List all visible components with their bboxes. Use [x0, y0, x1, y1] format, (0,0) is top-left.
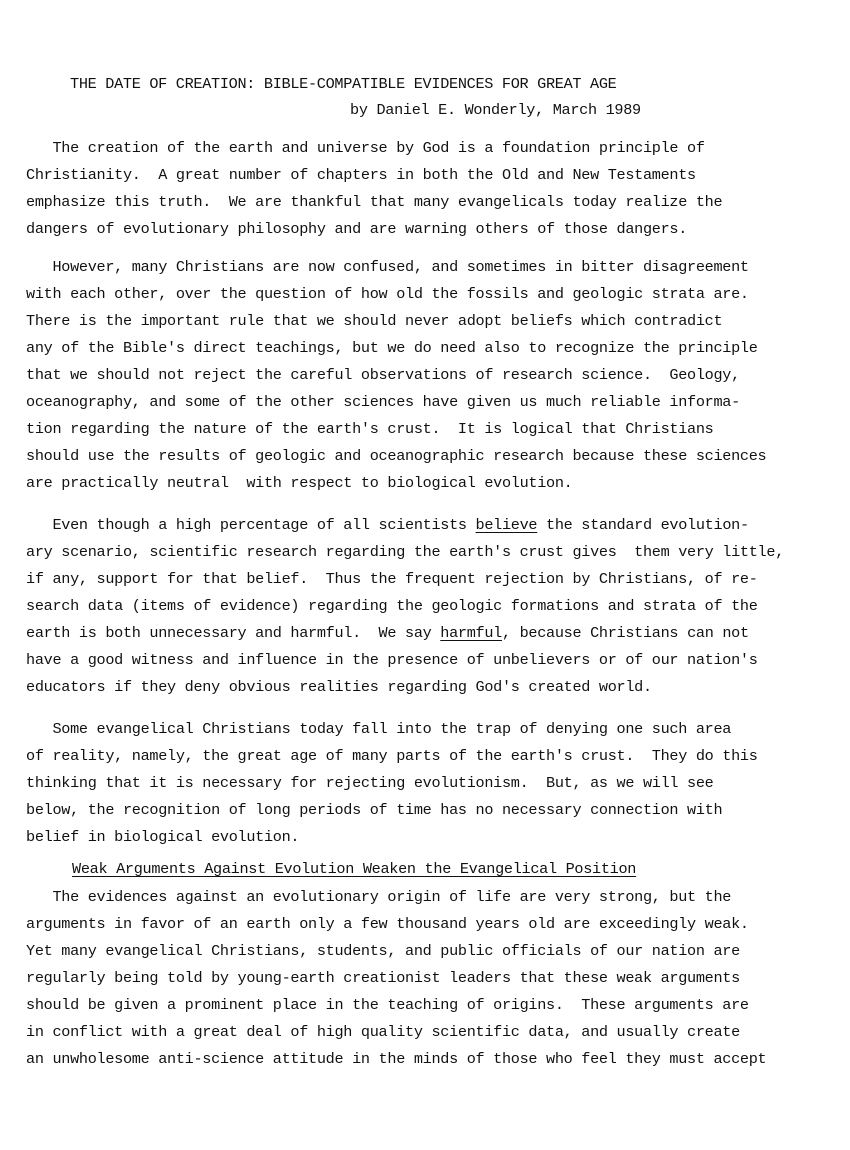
paragraph-line: oceanography, and some of the other sciences have given us much reliable informa-	[26, 393, 740, 411]
section-heading: Weak Arguments Against Evolution Weaken the Evangelical Position	[72, 860, 637, 878]
line-text: earth is both unnecessary and harmful. We say	[26, 624, 441, 642]
paragraph-line: of reality, namely, the great age of many parts of the earth's crust. They do this	[26, 747, 758, 765]
paragraph-line: The creation of the earth and universe by God is a foundation principle of	[26, 139, 705, 157]
paragraph-line: emphasize this truth. We are thankful that many evangelicals today realize the	[26, 193, 723, 211]
paragraph-line: However, many Christians are now confused, and sometimes in bitter disagreement	[26, 258, 749, 276]
paragraph-line	[26, 515, 749, 535]
paragraph-line: with each other, over the question of how old the fossils and geologic strata are.	[26, 285, 749, 303]
paragraph-line: Christianity. A great number of chapters in both the Old and New Testaments	[26, 166, 696, 184]
paragraph-line: Some evangelical Christians today fall into the trap of denying one such area	[26, 720, 732, 738]
paragraph-line: in conflict with a great deal of high quality scientific data, and usually create	[26, 1023, 740, 1041]
paragraph-line: should be given a prominent place in the teaching of origins. These arguments are	[26, 996, 749, 1014]
line-text: the standard evolution-	[537, 516, 749, 534]
paragraph-line	[26, 623, 749, 643]
paragraph-line: below, the recognition of long periods of time has no necessary connection with	[26, 801, 723, 819]
paragraph-line: have a good witness and influence in the presence of unbelievers or of our nation's	[26, 651, 758, 669]
paragraph-line: that we should not reject the careful observations of research science. Geology,	[26, 366, 740, 384]
line-text: Even though a high percentage of all scientists	[26, 516, 476, 534]
document-title: THE DATE OF CREATION: BIBLE-COMPATIBLE EVIDENCES FOR GREAT AGE	[70, 75, 617, 93]
paragraph-line: are practically neutral with respect to biological evolution.	[26, 474, 573, 492]
underlined-word: harmful	[440, 624, 502, 642]
paragraph-line: educators if they deny obvious realities regarding God's created world.	[26, 678, 652, 696]
paragraph-line: dangers of evolutionary philosophy and are warning others of those dangers.	[26, 220, 688, 238]
paragraph-line: any of the Bible's direct teachings, but we do need also to recognize the principle	[26, 339, 758, 357]
paragraph-line: belief in biological evolution.	[26, 828, 300, 846]
paragraph-line: regularly being told by young-earth creationist leaders that these weak arguments	[26, 969, 740, 987]
underlined-word: believe	[475, 516, 538, 534]
paragraph-line: There is the important rule that we should never adopt beliefs which contradict	[26, 312, 723, 330]
paragraph-line: tion regarding the nature of the earth's crust. It is logical that Christians	[26, 420, 714, 438]
paragraph-line: arguments in favor of an earth only a few thousand years old are exceedingly weak.	[26, 915, 749, 933]
paragraph-line: Yet many evangelical Christians, students, and public officials of our nation are	[26, 942, 740, 960]
paragraph-line: search data (items of evidence) regarding the geologic formations and strata of the	[26, 597, 758, 615]
paragraph-line: if any, support for that belief. Thus the frequent rejection by Christians, of re-	[26, 570, 758, 588]
paragraph-line: ary scenario, scientific research regarding the earth's crust gives them very little,	[26, 543, 785, 561]
document-byline: by Daniel E. Wonderly, March 1989	[350, 101, 641, 119]
line-text: , because Christians can not	[501, 624, 749, 642]
paragraph-line: should use the results of geologic and oceanographic research because these sciences	[26, 447, 767, 465]
paragraph-line: an unwholesome anti-science attitude in the minds of those who feel they must accept	[26, 1050, 767, 1068]
paragraph-line: The evidences against an evolutionary origin of life are very strong, but the	[26, 888, 732, 906]
paragraph-line: thinking that it is necessary for rejecting evolutionism. But, as we will see	[26, 774, 714, 792]
